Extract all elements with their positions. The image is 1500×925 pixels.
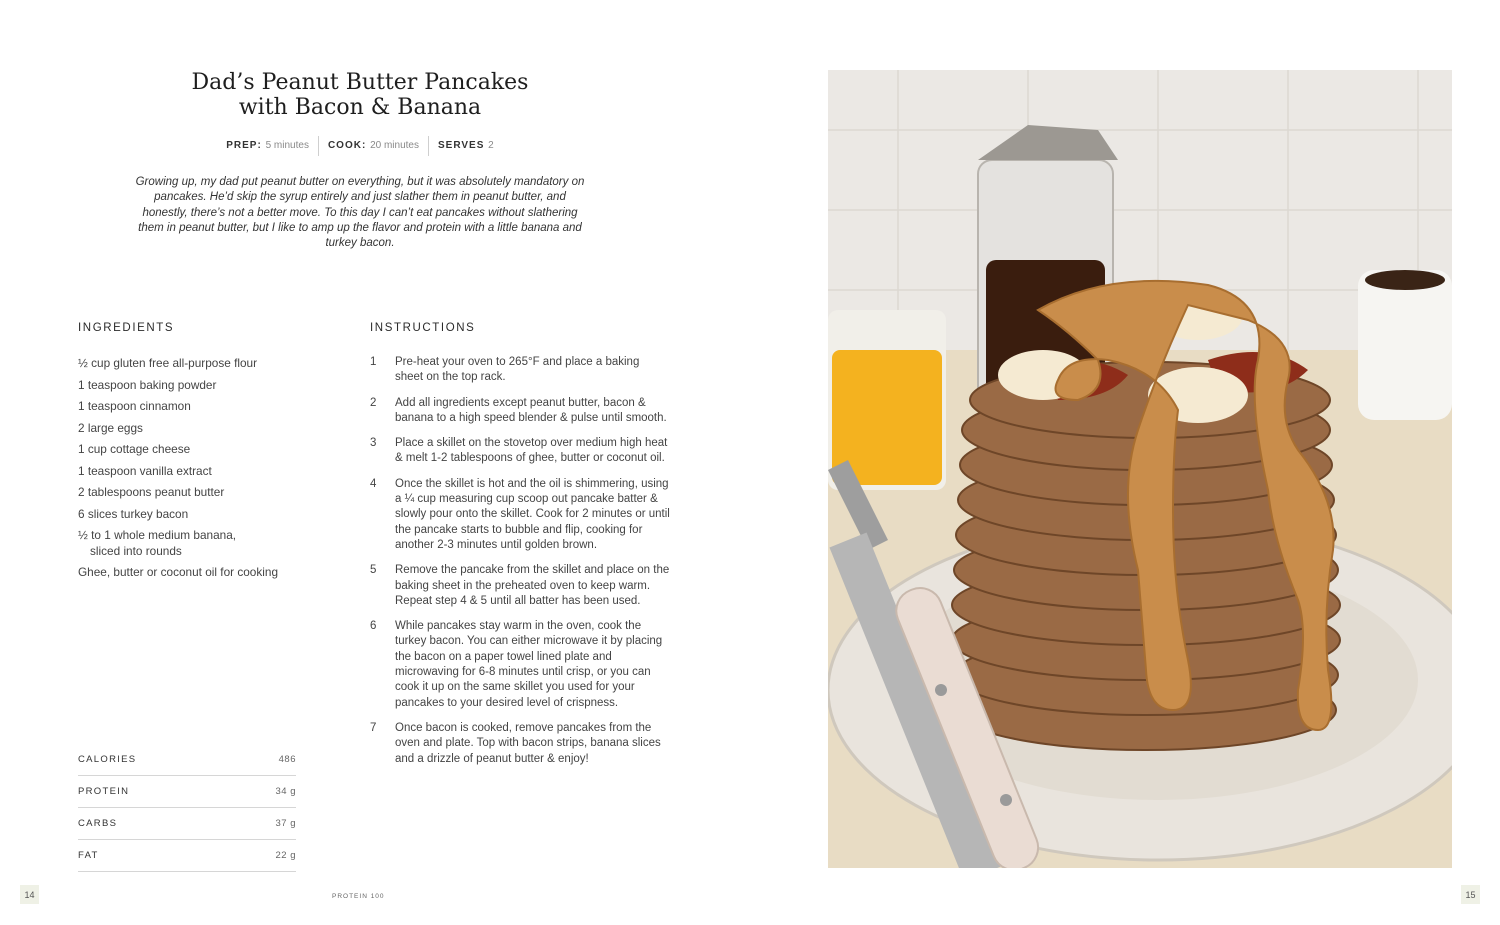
instruction-step	[370, 721, 670, 767]
ingredients-list	[78, 356, 318, 587]
ingredients-heading: INGREDIENTS	[78, 322, 175, 334]
recipe-intro: Growing up, my dad put peanut butter on everything, but it was absolutely mandatory on pancakes. He’d skip the syrup entirely and just slather them in peanut butter, and honestly, there’s not a better move. To this day I can’t eat pancakes without slathering them in peanut butter, but I like to amp up the flavor and protein with a little banana and turkey bacon.	[135, 176, 585, 250]
instructions-list	[370, 355, 670, 777]
nutrition-label: FAT	[78, 850, 99, 861]
step-text: Pre-heat your oven to 265°F and place a baking sheet on the top rack.	[395, 356, 640, 384]
instruction-step	[370, 396, 670, 427]
instructions-heading: INSTRUCTIONS	[370, 322, 476, 334]
page-number-left: 14	[20, 885, 39, 904]
ingredient-item: 1 cup cottage cheese	[78, 442, 191, 456]
ingredient-item	[78, 528, 318, 559]
nutrition-table	[78, 744, 296, 872]
ingredient-item: 1 teaspoon cinnamon	[78, 399, 191, 413]
step-number: 6	[370, 620, 377, 633]
instruction-step	[370, 563, 670, 609]
nutrition-row	[78, 776, 296, 808]
step-text: Once bacon is cooked, remove pancakes from the oven and plate. Top with bacon strips, banana slices and a drizzle of peanut butter & enjoy!	[395, 721, 661, 765]
ingredient-item: 1 teaspoon vanilla extract	[78, 463, 212, 478]
step-number: 5	[370, 564, 377, 577]
ingredient-item-continuation: sliced into rounds	[90, 543, 182, 558]
cook-label: COOK:	[327, 140, 367, 151]
nutrition-label: PROTEIN	[78, 786, 130, 797]
ingredient-item: 6 slices turkey bacon	[78, 506, 189, 521]
prep-label: PREP:	[226, 140, 262, 151]
book-title-footer: PROTEIN 100	[332, 893, 385, 900]
nutrition-value: 486	[278, 754, 296, 765]
step-text: Add all ingredients except peanut butter, bacon & banana to a high speed blender & pulse until smooth.	[395, 396, 667, 424]
step-text: Place a skillet on the stovetop over medium high heat & melt 1-2 tablespoons of ghee, butter or coconut oil.	[395, 437, 668, 465]
instruction-step	[370, 355, 670, 386]
step-number: 1	[370, 356, 377, 368]
servings	[428, 136, 503, 156]
ingredient-item: 2 large eggs	[78, 420, 143, 435]
ingredient-item: 2 tablespoons peanut butter	[78, 485, 225, 499]
nutrition-value: 22 g	[275, 850, 296, 861]
instruction-step	[370, 619, 670, 711]
page-number-right: 15	[1461, 885, 1480, 904]
step-number: 3	[370, 437, 377, 450]
nutrition-row	[78, 808, 296, 840]
step-text: Remove the pancake from the skillet and place on the baking sheet in the preheated oven to keep warm. Repeat step 4 & 5 until all batter has been used.	[395, 564, 670, 607]
step-number: 4	[370, 477, 377, 490]
instruction-step	[370, 477, 670, 553]
recipe-photo	[828, 70, 1452, 868]
step-number: 7	[370, 721, 377, 734]
instruction-step	[370, 436, 670, 467]
recipe-meta	[100, 136, 620, 156]
recipe-title-line-2: with Bacon & Banana	[238, 95, 482, 120]
nutrition-row	[78, 744, 296, 776]
nutrition-label: CARBS	[78, 818, 118, 829]
pancake-stack-photo	[828, 70, 1452, 868]
ingredient-item: ½ cup gluten free all-purpose flour	[78, 356, 258, 370]
step-text: While pancakes stay warm in the oven, cook the turkey bacon. You can either microwave it by placing the bacon on a paper towel lined plate and microwaving for 6-8 minutes until crisp, or you can cook it up on the same skillet you used for your pancakes to your desired level of crispness.	[395, 620, 663, 709]
prep-time	[217, 136, 318, 156]
ingredient-item-main: ½ to 1 whole medium banana,	[78, 528, 237, 542]
serves-label: SERVES	[438, 140, 485, 151]
nutrition-row	[78, 840, 296, 872]
nutrition-label: CALORIES	[78, 754, 137, 765]
step-text: Once the skillet is hot and the oil is shimmering, using a ¼ cup measuring cup scoop out pancake batter & slowly pour onto the skillet. Cook for 2 minutes or until the pancake starts to bubble and flip, cooking for another 2-3 minutes until golden brown.	[395, 477, 670, 551]
recipe-title-line-1: Dad’s Peanut Butter Pancakes	[191, 70, 529, 95]
nutrition-value: 34 g	[275, 786, 296, 797]
serves-value: 2	[488, 140, 494, 151]
recipe-title	[100, 70, 620, 120]
cook-time	[318, 136, 428, 156]
ingredient-item: 1 teaspoon baking powder	[78, 377, 217, 392]
nutrition-value: 37 g	[275, 818, 296, 829]
step-number: 2	[370, 396, 377, 409]
prep-value: 5 minutes	[265, 140, 309, 151]
cook-value: 20 minutes	[370, 140, 419, 151]
ingredient-item: Ghee, butter or coconut oil for cooking	[78, 565, 279, 579]
